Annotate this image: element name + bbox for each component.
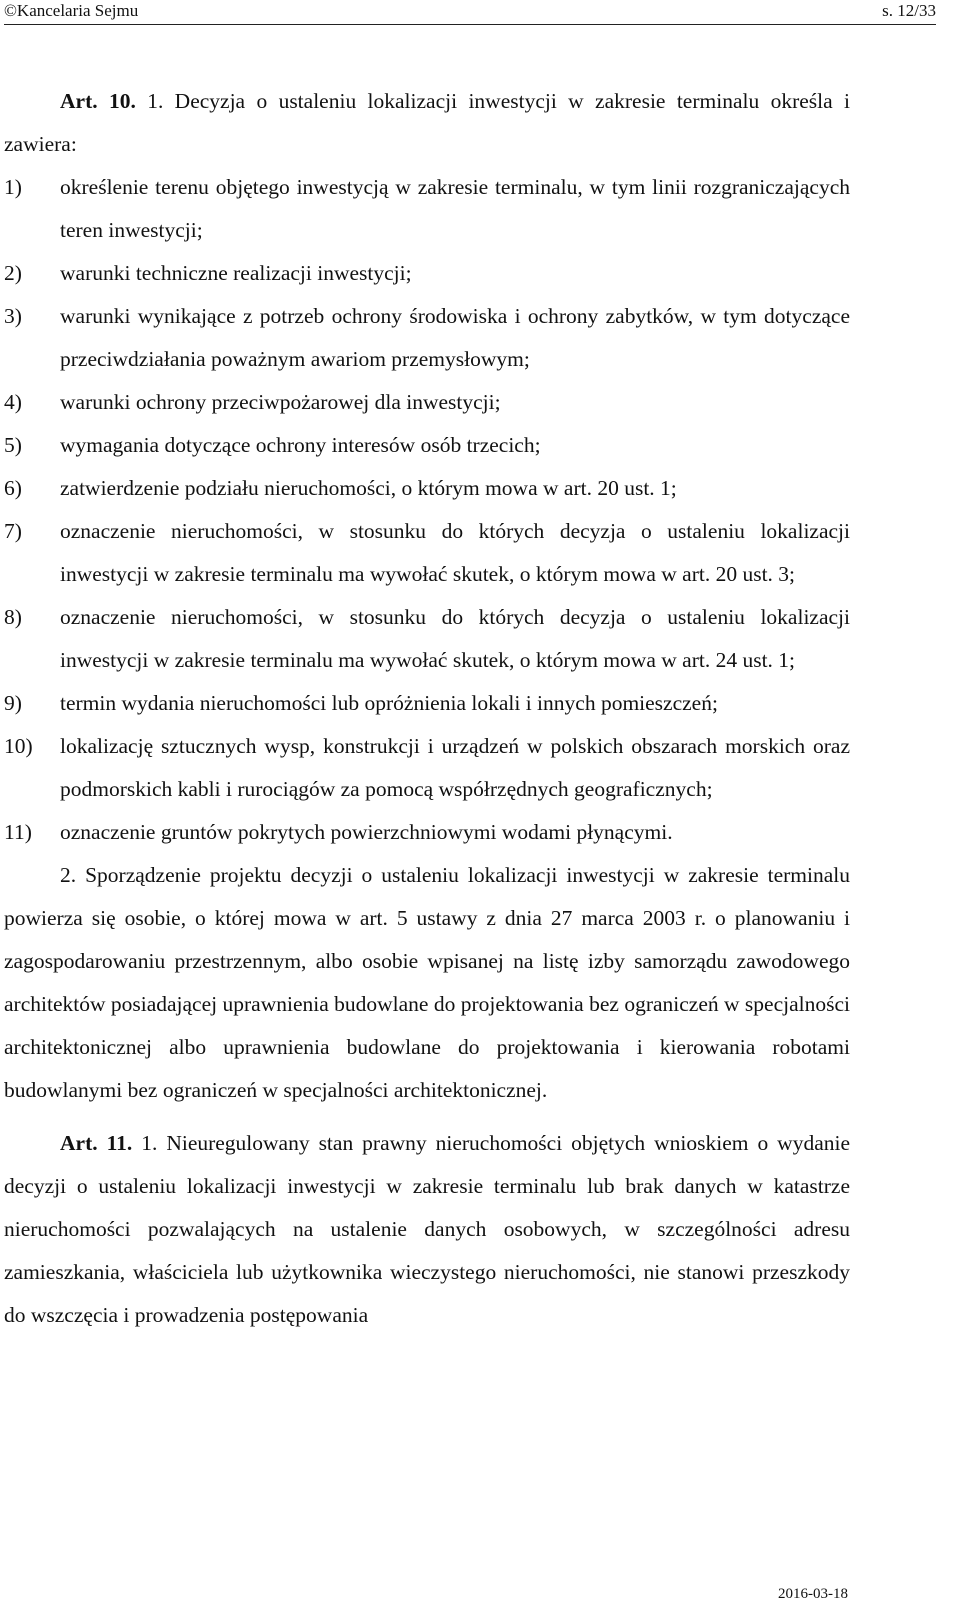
item-text: określenie terenu objętego inwestycją w zakresie terminalu, w tym linii rozgraniczających teren inwestycji; [60,175,850,242]
list-item [4,510,850,596]
item-text: oznaczenie nieruchomości, w stosunku do których decyzja o ustaleniu lokalizacji inwestycji w zakresie terminalu ma wywołać skutek, o którym mowa w art. 24 ust. 1; [60,605,850,672]
item-text: termin wydania nieruchomości lub opróżnienia lokali i innych pomieszczeń; [60,691,718,715]
art10-ust1-text: 1. Decyzja o ustaleniu lokalizacji inwestycji w zakresie terminalu określa i zawiera: [4,89,850,156]
list-item [4,682,850,725]
item-text: oznaczenie nieruchomości, w stosunku do których decyzja o ustaleniu lokalizacji inwestycji w zakresie terminalu ma wywołać skutek, o którym mowa w art. 20 ust. 3; [60,519,850,586]
item-number: 10) [4,734,33,758]
item-text: oznaczenie gruntów pokrytych powierzchniowymi wodami płynącymi. [60,820,673,844]
item-number: 3) [4,304,22,328]
art11-label: Art. 11. [60,1131,133,1155]
item-number: 11) [4,820,32,844]
art10-item-list [4,166,850,854]
item-number: 4) [4,390,22,414]
page-number: s. 12/33 [882,1,936,20]
item-text: lokalizację sztucznych wysp, konstrukcji i urządzeń w polskich obszarach morskich oraz podmorskich kabli i rurociągów za pomocą współrzędnych geograficznych; [60,734,850,801]
list-item [4,811,850,854]
item-number: 8) [4,605,22,629]
item-text: zatwierdzenie podziału nieruchomości, o którym mowa w art. 20 ust. 1; [60,476,677,500]
item-number: 7) [4,519,22,543]
item-number: 9) [4,691,22,715]
item-number: 2) [4,261,22,285]
copyright-label: ©Kancelaria Sejmu [4,1,139,20]
item-number: 5) [4,433,22,457]
list-item [4,424,850,467]
list-item [4,252,850,295]
item-text: warunki wynikające z potrzeb ochrony środowiska i ochrony zabytków, w tym dotyczące przeciwdziałania poważnym awariom przemysłowym; [60,304,850,371]
document-body [4,80,850,1337]
art10-ust1-intro [4,80,850,166]
list-item [4,725,850,811]
art11-ust1 [4,1122,850,1337]
art10-label: Art. 10. [60,89,136,113]
list-item [4,295,850,381]
list-item [4,467,850,510]
header-divider [4,24,936,25]
item-number: 1) [4,175,22,199]
list-item [4,381,850,424]
art10-ust2: 2. Sporządzenie projektu decyzji o ustaleniu lokalizacji inwestycji w zakresie terminalu powierza się osobie, o której mowa w art. 5 ustawy z dnia 27 marca 2003 r. o planowaniu i zagospodarowaniu przestrzennym, albo osobie wpisanej na listę izby samorządu zawodowego architektów posiadającej uprawnienia budowlane do projektowania bez ograniczeń w specjalności architektonicznej albo uprawnienia budowlane do projektowania i kierowania robotami budowlanymi bez ograniczeń w specjalności architektonicznej. [4,863,850,1102]
item-text: warunki techniczne realizacji inwestycji; [60,261,412,285]
item-text: warunki ochrony przeciwpożarowej dla inwestycji; [60,390,501,414]
list-item [4,596,850,682]
document-date: 2016-03-18 [778,1586,848,1602]
item-text: wymagania dotyczące ochrony interesów osób trzecich; [60,433,541,457]
item-number: 6) [4,476,22,500]
art11-ust1-text: 1. Nieuregulowany stan prawny nieruchomości objętych wnioskiem o wydanie decyzji o ustaleniu lokalizacji inwestycji w zakresie terminalu lub brak danych w katastrze nieruchomości pozwalających na ustalenie danych osobowych, w szczególności adresu zamieszkania, właściciela lub użytkownika wieczystego nieruchomości, nie stanowi przeszkody do wszczęcia i prowadzenia postępowania [4,1131,851,1327]
section-gap [4,1112,850,1122]
list-item [4,166,850,252]
page-header [4,0,936,24]
